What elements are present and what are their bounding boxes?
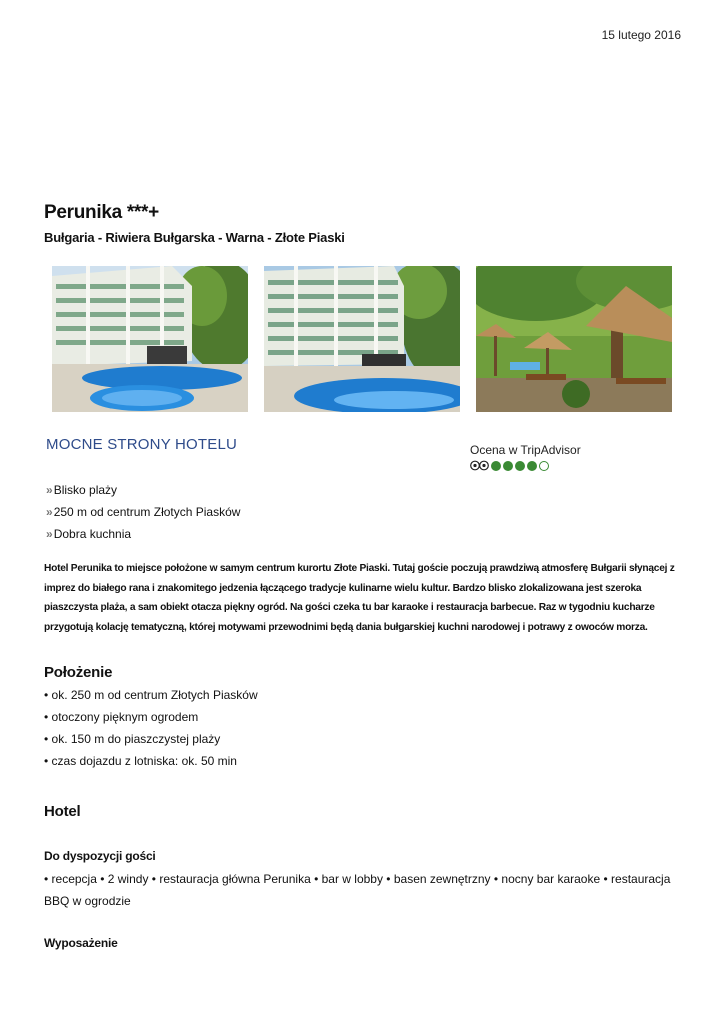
location-list: [44, 684, 258, 772]
document-date: 15 lutego 2016: [601, 28, 681, 42]
tripadvisor-score: [470, 460, 581, 471]
hotel-description: Hotel Perunika to miejsce położone w samym centrum kurortu Złote Piaski. Tutaj goście poczują prawdziwą atmosferę Bułgarii słynącej z imprez do białego rana i znakomitego jedzenia łączącego tradycje kulinarne wielu kultur. Bardzo blisko zlokalizowana jest szeroka piaszczysta plaża, a sam obiekt otacza piękny ogród. Na gości czeka tu bar karaoke i restauracja barbecue. Raz w tygodniu kucharze przygotują kolację tematyczną, której motywami przewodnimi będą dania bułgarskiej kuchni narodowej i potrawy z owoców morza.: [44, 563, 675, 633]
double-chevron-icon: »: [46, 483, 53, 497]
rating-bubble: [515, 461, 525, 471]
location-item: • otoczony pięknym ogrodem: [44, 710, 199, 724]
rating-bubble: [503, 461, 513, 471]
hotel-photo-pool-2[interactable]: [264, 266, 460, 412]
tripadvisor-label: Ocena w TripAdvisor: [470, 443, 581, 457]
rating-bubbles: [491, 461, 549, 471]
guests-heading: Do dyspozycji gości: [44, 849, 156, 863]
location-heading: Położenie: [44, 664, 113, 681]
strengths-list: [46, 479, 240, 545]
location-item: • ok. 250 m od centrum Złotych Piasków: [44, 688, 258, 702]
guest-facilities: • recepcja • 2 windy • restauracja główna Perunika • bar w lobby • basen zewnętrzny • nocny bar karaoke • restauracja BBQ w ogrodzie: [44, 872, 671, 908]
hotel-heading: Hotel: [44, 803, 81, 820]
strength-item: »250 m od centrum Złotych Piasków: [46, 505, 241, 519]
equipment-heading: Wyposażenie: [44, 936, 118, 950]
hotel-name: Perunika ***+: [44, 202, 159, 223]
photo-gallery: [52, 266, 672, 412]
location-item: • czas dojazdu z lotniska: ok. 50 min: [44, 754, 237, 768]
tripadvisor-owl-icon: [470, 460, 489, 471]
double-chevron-icon: »: [46, 527, 53, 541]
hotel-photo-garden[interactable]: [476, 266, 672, 412]
strengths-heading: MOCNE STRONY HOTELU: [46, 436, 238, 453]
hotel-photo-pool-1[interactable]: [52, 266, 248, 412]
rating-bubble: [539, 461, 549, 471]
rating-bubble: [527, 461, 537, 471]
double-chevron-icon: »: [46, 505, 53, 519]
hotel-location: Bułgaria - Riwiera Bułgarska - Warna - Złote Piaski: [44, 230, 345, 245]
strength-item: »Blisko plaży: [46, 483, 118, 497]
strength-item: »Dobra kuchnia: [46, 527, 132, 541]
tripadvisor-rating: [470, 443, 581, 471]
rating-bubble: [491, 461, 501, 471]
location-item: • ok. 150 m do piaszczystej plaży: [44, 732, 221, 746]
